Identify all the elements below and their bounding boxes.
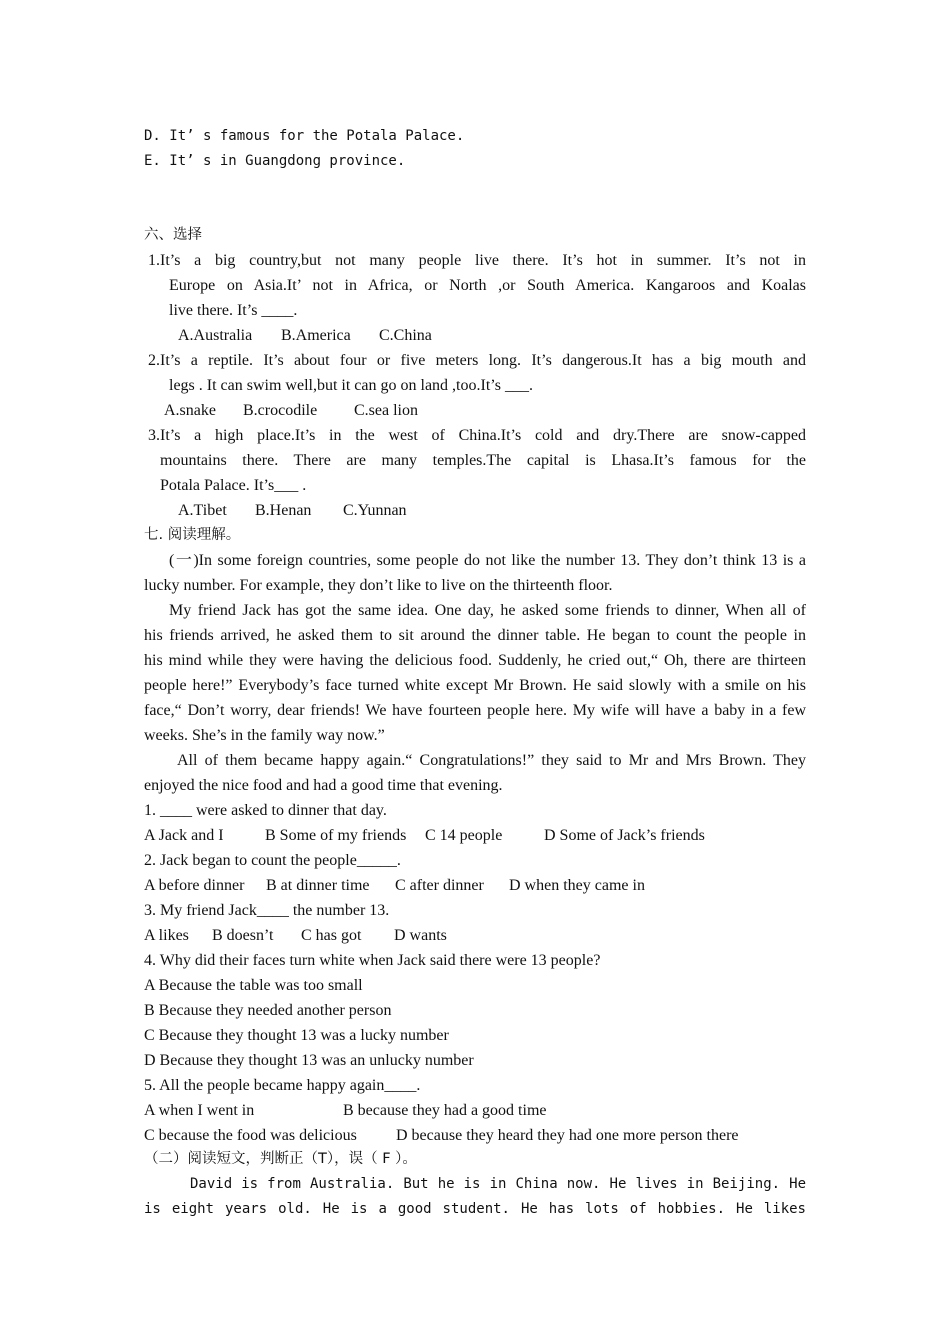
option: C.China: [379, 327, 432, 344]
reading-question-5: 5. All the people became happy again____.: [144, 1077, 421, 1094]
reading-question-1: 1. ____ were asked to dinner that day.: [144, 802, 387, 819]
passage-line: enjoyed the nice food and had a good time that evening.: [144, 777, 503, 794]
option: B.crocodile: [243, 402, 318, 419]
question-text-line: legs . It can swim well,but it can go on land ,too.It’s ___.: [169, 377, 533, 394]
option: A when I went in: [144, 1102, 255, 1119]
question-text-line: 2.It’s a reptile. It’s about four or five meters long. It’s dangerous.It has a big mouth and: [148, 352, 806, 369]
option: B doesn’t: [212, 927, 274, 944]
option: A Because the table was too small: [144, 977, 363, 994]
option-d: D. It’ s famous for the Potala Palace.: [144, 128, 465, 144]
section-heading-choice: 六、选择: [144, 227, 202, 243]
option: D when they came in: [509, 877, 645, 894]
option: A.Australia: [178, 327, 253, 344]
option: D Because they thought 13 was an unlucky number: [144, 1052, 474, 1069]
question-text-line: 1.It’s a big country,but not many people live there. It’s hot in summer. It’s not in: [148, 252, 806, 269]
passage-line: people here!” Everybody’s face turned white except Mr Brown. He said slowly with a smile on his: [144, 677, 806, 694]
option: B at dinner time: [266, 877, 370, 894]
reading-question-3: 3. My friend Jack____ the number 13.: [144, 902, 390, 919]
option: B.Henan: [255, 502, 312, 519]
question-text-line: Europe on Asia.It’ not in Africa, or North ,or South America. Kangaroos and Koalas: [169, 277, 806, 294]
question-text-line: live there. It’s ____.: [169, 302, 298, 319]
passage-line: face,“ Don’t worry, dear friends! We have fourteen people here. My wife will have a baby in a few: [144, 702, 806, 719]
option: C Because they thought 13 was a lucky number: [144, 1027, 449, 1044]
section-heading-true-false: （二）阅读短文，判断正（T），误（ F ）。: [144, 1151, 417, 1167]
passage-line: weeks. She’s in the family way now.”: [144, 727, 385, 744]
option: D wants: [394, 927, 447, 944]
passage-line: lucky number. For example, they don’t like to live on the thirteenth floor.: [144, 577, 613, 594]
option: B because they had a good time: [343, 1102, 547, 1119]
option: C has got: [301, 927, 362, 944]
reading-question-4: 4. Why did their faces turn white when Jack said there were 13 people?: [144, 952, 601, 969]
passage-line: his mind while they were having the delicious food. Suddenly, he cried out,“ Oh, there are thirteen: [144, 652, 806, 669]
option: A.snake: [164, 402, 216, 419]
option: B.America: [281, 327, 351, 344]
passage-line: David is from Australia. But he is in China now. He lives in Beijing. He: [190, 1176, 806, 1192]
option: A likes: [144, 927, 189, 944]
question-text-line: Potala Palace. It’s___ .: [160, 477, 307, 494]
option: C.Yunnan: [343, 502, 407, 519]
passage-line: (一)In some foreign countries, some people do not like the number 13. They don’t think 13 is a: [169, 552, 806, 569]
passage-line: is eight years old. He is a good student. He has lots of hobbies. He likes: [144, 1201, 806, 1217]
option: D Some of Jack’s friends: [544, 827, 705, 844]
option: B Because they needed another person: [144, 1002, 392, 1019]
passage-line: All of them became happy again.“ Congratulations!” they said to Mr and Mrs Brown. They: [177, 752, 806, 769]
option: A before dinner: [144, 877, 245, 894]
question-text-line: mountains there. There are many temples.The capital is Lhasa.It’s famous for the: [160, 452, 806, 469]
reading-question-2: 2. Jack began to count the people_____.: [144, 852, 401, 869]
question-text-line: 3.It’s a high place.It’s in the west of China.It’s cold and dry.There are snow-capped: [148, 427, 806, 444]
option: C 14 people: [425, 827, 503, 844]
passage-line: My friend Jack has got the same idea. One day, he asked some friends to dinner, When all of: [169, 602, 806, 619]
option-e: E. It’ s in Guangdong province.: [144, 153, 406, 169]
option: C because the food was delicious: [144, 1127, 357, 1144]
section-heading-reading: 七. 阅读理解。: [144, 527, 241, 543]
option: A Jack and I: [144, 827, 224, 844]
option: C.sea lion: [354, 402, 418, 419]
option: D because they heard they had one more person there: [396, 1127, 739, 1144]
passage-line: his friends arrived, he asked them to sit around the dinner table. He began to count the people in: [144, 627, 806, 644]
option: A.Tibet: [178, 502, 227, 519]
option: C after dinner: [395, 877, 484, 894]
option: B Some of my friends: [265, 827, 407, 844]
